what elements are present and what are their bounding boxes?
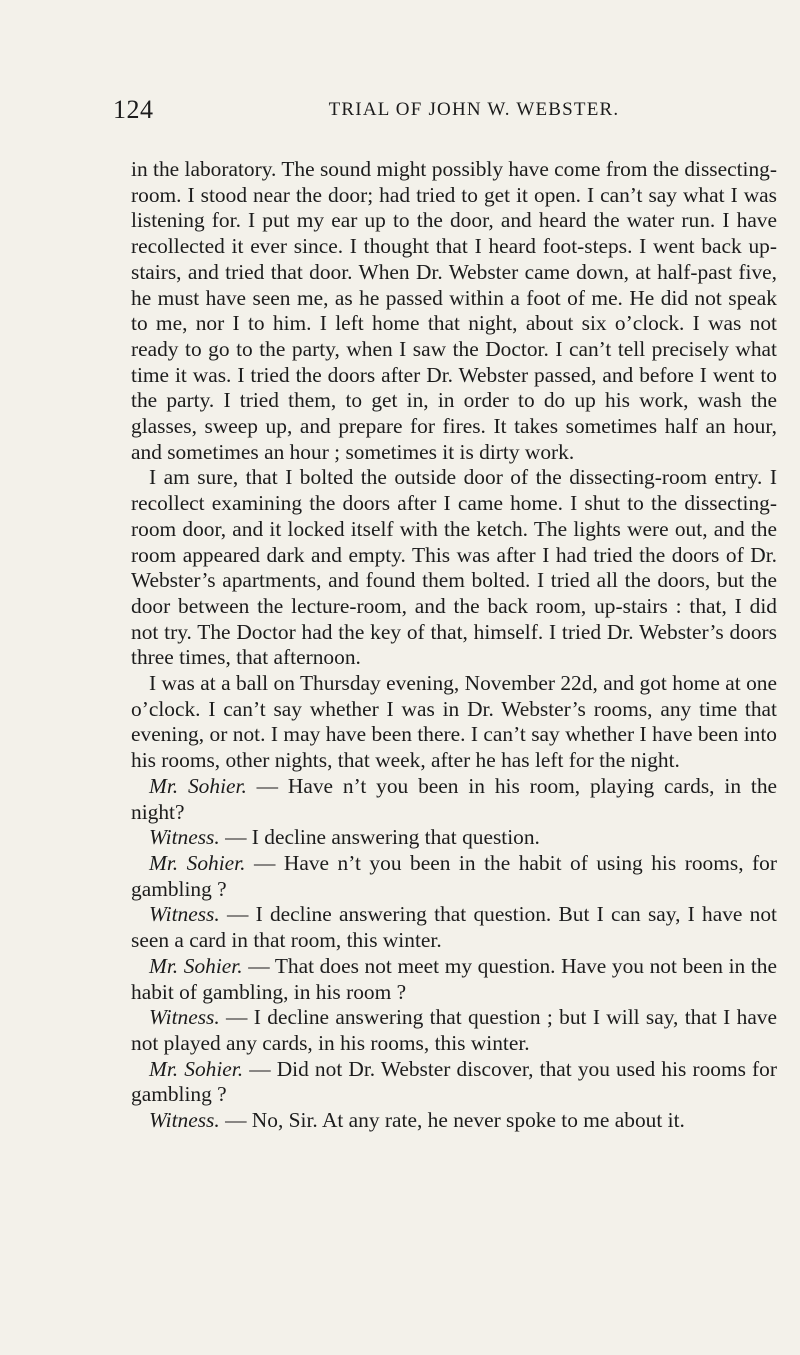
page-number: 124 bbox=[113, 95, 154, 124]
testimony-text: — I decline answering that question ; but I will say, that I have not played any cards, in his rooms, this winter. bbox=[131, 1005, 777, 1055]
testimony-line bbox=[131, 825, 777, 851]
testimony-text: — I decline answering that question. bbox=[219, 825, 540, 850]
running-title: TRIAL OF JOHN W. WEBSTER. bbox=[328, 99, 620, 120]
speaker-name: Witness. bbox=[149, 1005, 220, 1030]
paragraph-text: I am sure, that I bolted the outside door of the dissecting-room entry. I recollect examining the doors after I came home. I shut to the dissecting-room door, and it locked itself with the ketch. The lights were out, and the room appeared dark and empty. This was after I had tried the doors of Dr. Webster’s apartments, and found them bolted. I tried all the doors, but the door between the lecture-room, and the back room, up-stairs : that, I did not try. The Doctor had the key of that, himself. I tried Dr. Webster’s doors three times, that afternoon. bbox=[131, 465, 777, 670]
testimony-line bbox=[131, 774, 777, 825]
testimony-text: — That does not meet my question. Have you not been in the habit of gambling, in his room ? bbox=[131, 953, 777, 1004]
paragraph bbox=[131, 671, 777, 774]
speaker-name: Mr. Sohier. bbox=[149, 953, 243, 978]
testimony-line bbox=[131, 902, 777, 953]
testimony-text: — No, Sir. At any rate, he never spoke to me about it. bbox=[219, 1108, 685, 1133]
speaker-name: Mr. Sohier. bbox=[149, 850, 246, 875]
testimony-text: — I decline answering that question. But I can say, I have not seen a card in that room, this winter. bbox=[131, 902, 777, 953]
testimony-line bbox=[131, 1005, 777, 1056]
testimony-text: — Have n’t you been in his room, playing cards, in the night? bbox=[131, 773, 778, 824]
paragraph bbox=[131, 465, 777, 671]
speaker-name: Witness. bbox=[149, 902, 220, 927]
testimony-text: — Did not Dr. Webster discover, that you used his rooms for gambling ? bbox=[131, 1056, 778, 1107]
body-text bbox=[131, 157, 777, 1134]
testimony-line bbox=[131, 954, 777, 1005]
page-header bbox=[113, 90, 775, 130]
testimony-line bbox=[131, 1057, 777, 1108]
speaker-name: Mr. Sohier. bbox=[149, 773, 247, 798]
paragraph-text: I was at a ball on Thursday evening, November 22d, and got home at one o’clock. I can’t say whether I was in Dr. Webster’s rooms, any time that evening, or not. I may have been there. I can’t say whether I have been into his rooms, other nights, that week, after he has left for the night. bbox=[131, 671, 777, 773]
testimony-text: — Have n’t you been in the habit of using his rooms, for gambling ? bbox=[131, 850, 777, 901]
testimony-line bbox=[131, 851, 777, 902]
testimony-line bbox=[131, 1108, 777, 1134]
paragraph-text: in the laboratory. The sound might possibly have come from the dissecting-room. I stood near the door; had tried to get it open. I can’t say what I was listening for. I put my ear up to the door, and heard the water run. I have recollected it ever since. I thought that I heard foot-steps. I went back up-stairs, and tried that door. When Dr. Webster came down, at half-past five, he must have seen me, as he passed within a foot of me. He did not speak to me, nor I to him. I left home that night, about six o’clock. I was not ready to go to the party, when I saw the Doctor. I can’t tell precisely what time it was. I tried the doors after Dr. Webster passed, and before I went to the party. I tried them, to get in, in order to do up his work, wash the glasses, sweep up, and prepare for fires. It takes sometimes half an hour, and sometimes an hour ; sometimes it is dirty work. bbox=[131, 157, 777, 464]
speaker-name: Witness. bbox=[149, 1108, 220, 1133]
paragraph bbox=[131, 157, 777, 465]
speaker-name: Witness. bbox=[149, 825, 220, 850]
speaker-name: Mr. Sohier. bbox=[149, 1056, 244, 1081]
